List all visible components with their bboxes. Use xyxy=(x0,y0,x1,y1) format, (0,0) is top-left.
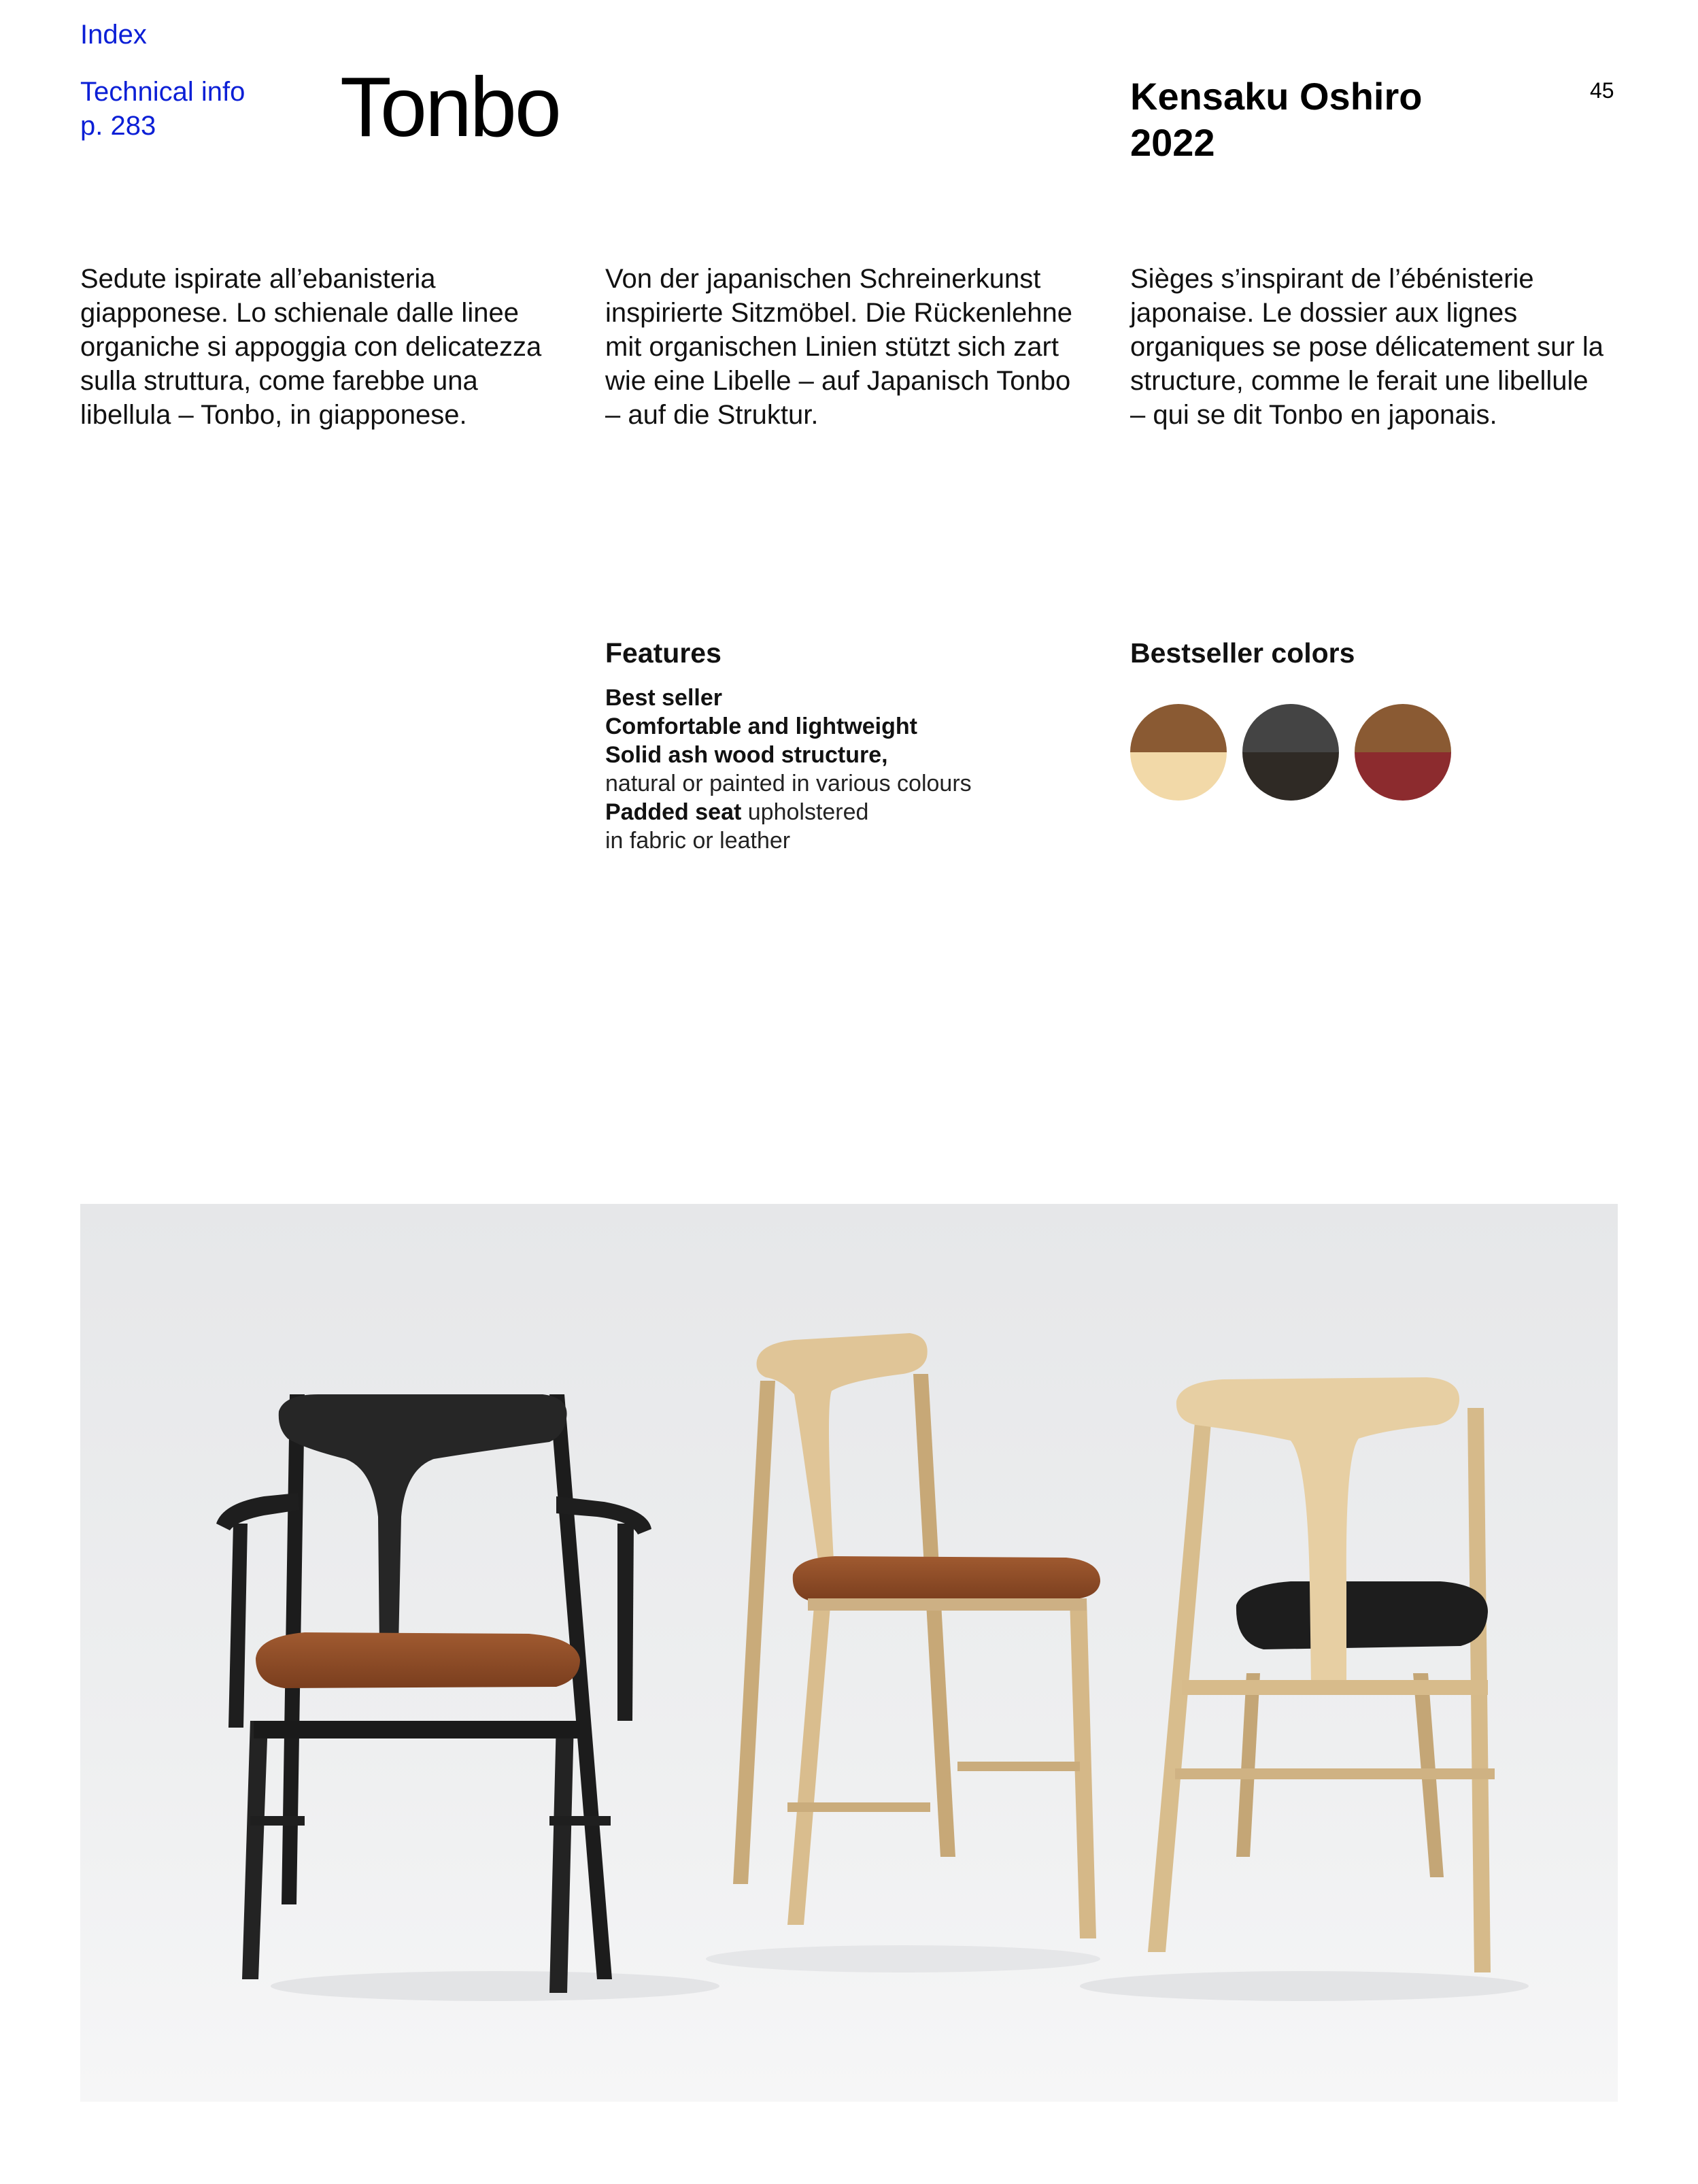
features-list xyxy=(605,684,1122,855)
designer-name: Kensaku Oshiro xyxy=(1130,75,1423,118)
feature-comfortable: Comfortable and lightweight xyxy=(605,713,917,739)
technical-info-link[interactable] xyxy=(80,75,245,143)
feature-structure: Solid ash wood structure, xyxy=(605,742,888,768)
features-title: Features xyxy=(605,637,721,669)
product-photo xyxy=(80,1204,1618,2102)
feature-seat-detail-2: in fabric or leather xyxy=(605,828,791,854)
designer-block xyxy=(1130,73,1422,166)
description-german: Von der japanischen Schreinerkunst inspirierte Sitzmöbel. Die Rückenlehne mit organischen Linien stützt sich zart wie eine Libelle – auf Japanisch Tonbo – auf die Struktur. xyxy=(605,264,1072,430)
design-year: 2022 xyxy=(1130,121,1215,164)
color-swatch-walnut-red[interactable] xyxy=(1355,704,1451,801)
page-title: Tonbo xyxy=(340,61,560,154)
feature-seat-detail: upholstered xyxy=(741,799,869,825)
color-swatch-black[interactable] xyxy=(1242,704,1339,801)
color-swatches xyxy=(1130,704,1451,801)
feature-padded-seat: Padded seat xyxy=(605,799,742,825)
description-italian: Sedute ispirate all’ebanisteria giapponese. Lo schienale dalle linee organiche si appoggia con delicatezza sulla struttura, come farebbe una libellula – Tonbo, in giapponese. xyxy=(80,264,542,430)
index-link[interactable]: Index xyxy=(80,20,147,50)
page-number: 45 xyxy=(1590,78,1614,103)
color-swatch-walnut-natural[interactable] xyxy=(1130,704,1227,801)
technical-info-label: Technical info xyxy=(80,77,245,107)
feature-best-seller: Best seller xyxy=(605,685,722,711)
description-french: Sièges s’inspirant de l’ébénisterie japonaise. Le dossier aux lignes organiques se pose délicatement sur la structure, comme le ferait une libellule – qui se dit Tonbo en japonais. xyxy=(1130,264,1603,430)
technical-info-page: p. 283 xyxy=(80,111,156,141)
bestseller-colors-title: Bestseller colors xyxy=(1130,637,1355,669)
feature-structure-detail: natural or painted in various colours xyxy=(605,771,972,796)
